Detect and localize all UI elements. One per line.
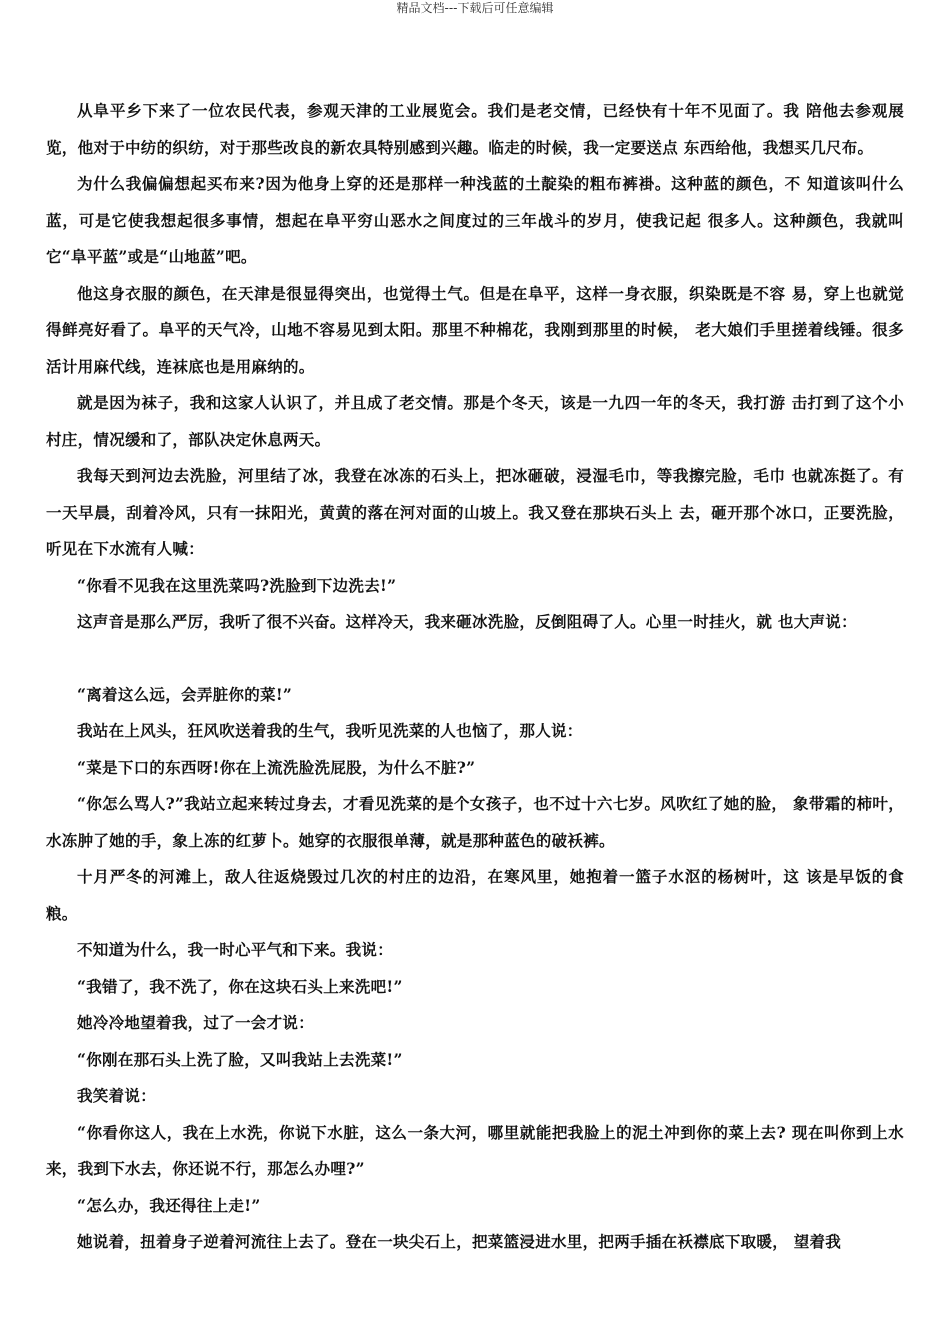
- paragraph: 为什么我偏偏想起买布来?因为他身上穿的还是那样一种浅蓝的土靛染的粗布裤褂。这种蓝的颜色，不 知道该叫什么蓝，可是它使我想起很多事情，想起在阜平穷山恶水之间度过的三年战斗的岁月，使我记起 很多人。这种颜色，我就叫它“阜平蓝”或是“山地蓝”吧。: [46, 174, 904, 266]
- paragraph: 这声音是那么严厉，我听了很不兴奋。这样冷天，我来砸冰洗脸，反倒阻碍了人。心里一时挂火，就 也大声说：: [77, 612, 857, 631]
- paragraph: 不知道为什么，我一时心平气和下来。我说：: [77, 940, 394, 959]
- paragraph: “菜是下口的东西呀!你在上流洗脸洗屁股，为什么不脏?”: [77, 757, 476, 777]
- paragraph-gap: [46, 641, 904, 677]
- paragraph: “你怎么骂人?”我站立起来转过身去，才看见洗菜的是个女孩子，也不过十六七岁。风吹红了她的脸， 象带霜的柿叶，水冻肿了她的手，象上冻的红萝卜。她穿的衣服很单薄，就是那种蓝色的破袄裤。: [46, 794, 904, 850]
- paragraph: 她说着，扭着身子逆着河流往上去了。登在一块尖石上，把菜篮浸进水里，把两手插在袄襟底下取暖， 望着我: [77, 1232, 842, 1251]
- paragraph: 从阜平乡下来了一位农民代表，参观天津的工业展览会。我们是老交情，已经快有十年不见面了。我 陪他去参观展览，他对于中纺的织纺，对于那些改良的新农具特别感到兴趣。临走的时候，我一定要送点 东西给他，我想买几尺布。: [46, 101, 904, 157]
- paragraph: 我站在上风头，狂风吹送着我的生气，我听见洗菜的人也恼了，那人说：: [77, 721, 583, 740]
- page-header: 精品文档---下载后可任意编辑: [396, 1, 554, 15]
- paragraph: “怎么办，我还得往上走!”: [77, 1195, 261, 1215]
- paragraph: “你刚在那石头上洗了脸，又叫我站上去洗菜!”: [77, 1049, 403, 1069]
- paragraph: 我笑着说：: [77, 1086, 157, 1105]
- paragraph: 她冷冷地望着我，过了一会才说：: [77, 1013, 315, 1032]
- paragraph: “你看你这人，我在上水洗，你说下水脏，这么一条大河，哪里就能把我脸上的泥土冲到你的菜上去? 现在叫你到上水来，我到下水去，你还说不行，那怎么办哩?”: [46, 1122, 904, 1178]
- paragraph: “你看不见我在这里洗菜吗?洗脸到下边洗去!”: [77, 575, 397, 595]
- paragraph: “离着这么远，会弄脏你的菜!”: [77, 684, 293, 704]
- paragraph: 就是因为袜子，我和这家人认识了，并且成了老交情。那是个冬天，该是一九四一年的冬天，我打游 击打到了这个小村庄，情况缓和了，部队决定休息两天。: [46, 393, 904, 449]
- paragraph: 他这身衣服的颜色，在天津是很显得突出，也觉得土气。但是在阜平，这样一身衣服，织染既是不容 易，穿上也就觉得鲜亮好看了。阜平的天气冷，山地不容易见到太阳。那里不种棉花，我刚到那里的时候， 老大娘们手里搓着线锤。很多活计用麻代线，连袜底也是用麻纳的。: [46, 283, 904, 376]
- paragraph: 十月严冬的河滩上，敌人往返烧毁过几次的村庄的边沿，在寒风里，她抱着一篮子水沤的杨树叶，这 该是早饭的食粮。: [46, 867, 904, 923]
- document-body: [46, 93, 904, 1261]
- paragraph: 我每天到河边去洗脸，河里结了冰，我登在冰冻的石头上，把冰砸破，浸湿毛巾，等我擦完脸，毛巾 也就冻挺了。有一天早晨，刮着冷风，只有一抹阳光，黄黄的落在河对面的山坡上。我又登在那块石头上 去，砸开那个冰口，正要洗脸，听见在下水流有人喊：: [46, 466, 904, 558]
- paragraph: “我错了，我不洗了，你在这块石头上来洗吧!”: [77, 976, 403, 996]
